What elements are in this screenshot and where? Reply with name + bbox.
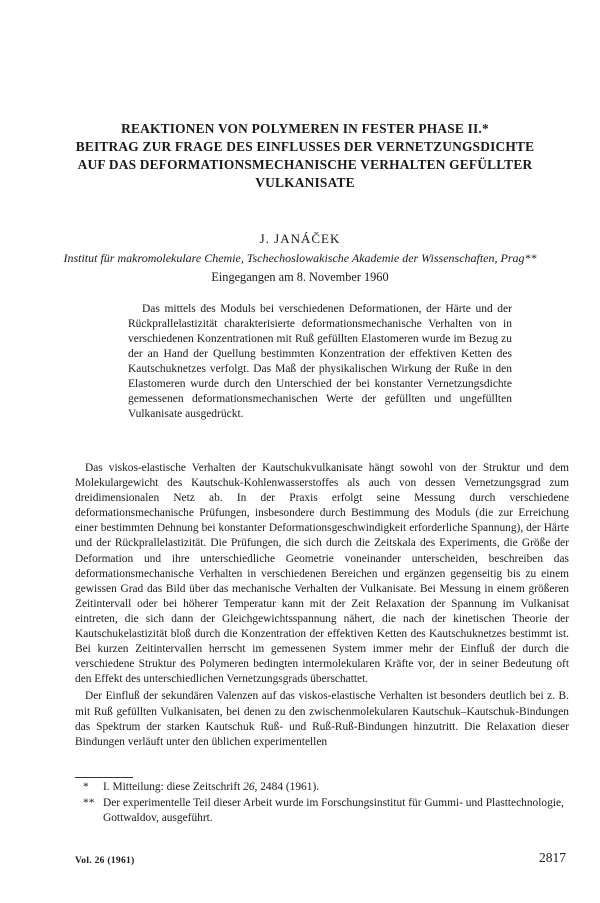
footnote-rule	[75, 777, 133, 778]
footnote-1-citation: 2484 (1961).	[257, 781, 320, 793]
page-number: 2817	[539, 850, 566, 865]
abstract	[128, 302, 512, 422]
body-text	[75, 461, 569, 752]
abstract-text: Das mittels des Moduls bei verschiedenen Deformationen, der Härte und der Rückprallelastizität charakterisierte deformationsmechanische Verhalten von in verschiedenen Konzentrationen mit Ruß gefüllten Elastomeren wurde im Bezug zu der an Hand der Quellung bestimmten Konzentration der effektiven Ketten des Kautschuknetzes verfolgt. Das Maß der physikalischen Wirkung der Ruße in den Elastomeren wurde durch den Unterschied der bei konstanter Vernetzungsdichte gemessenen deformationsmechanischen Werte der gefüllten und ungefüllten Vulkanisate ausgedrückt.	[128, 303, 512, 420]
title-line-2: BEITRAG ZUR FRAGE DES EINFLUSSES DER VERNETZUNGSDICHTE	[75, 139, 535, 154]
title-line-1: REAKTIONEN VON POLYMEREN IN FESTER PHASE II.*	[121, 121, 489, 136]
footnote-1-text: I. Mitteilung: diese Zeitschrift	[103, 781, 244, 793]
journal-folio: Vol. 26 (1961)	[75, 856, 135, 866]
paragraph-2: Der Einfluß der sekundären Valenzen auf das viskos-elastische Verhalten ist besonders deutlich bei z. B. mit Ruß gefüllten Vulkanisaten, bei denen zu den zwischenmolekularen Kautschuk–Kautschuk-Bindungen das Spektrum der starken Kautschuk Ruß- und Ruß-Ruß-Bindungen hinzutritt. Die Relaxation dieser Bindungen verläuft unter den üblichen experimentellen	[75, 690, 569, 748]
received-date: Eingegangen am 8. November 1960	[211, 270, 389, 284]
footnote-2-text: Der experimentelle Teil dieser Arbeit wurde im Forschungsinstitut für Gummi- und Plasttechnologie, Gottwaldov, ausgeführt.	[103, 796, 564, 824]
footnote-2-mark: **	[83, 796, 95, 809]
paragraph-1: Das viskos-elastische Verhalten der Kautschukvulkanisate hängt sowohl von der Struktur und dem Molekulargewicht des Kautschuk-Kohlenwasserstoffes als auch von dessen Vernetzungsgrad zum dreidimensionalen Netz ab. In der Praxis erfolgt seine Messung durch verschiedene deformationsmechanische Prüfungen, insbesondere durch Bestimmung des Moduls (die zur Erreichung einer bestimmten Dehnung bei konstanter Deformationsgeschwindigkeit erforderliche Spannung), der Härte und der Rückprallelastizität. Die Prüfungen, die sich durch die Zeitskala des Experiments, die Größe der Deformation und ihre unterschiedliche Geometrie voneinander unterscheiden, beschreiben das deformationsmechanische Verhalten in verschiedenen Bereichen und ergänzen gegenseitig bis zu einem gewissen Grad das Bild über das mechanische Verhalten der Vulkanisate. Bei Messung in einem größeren Zeitintervall oder bei höherer Temperatur kann mit der Zeit Relaxation der Spannung im Vulkanisat eintreten, die sich dann der Gleichgewichtsspannung nähert, die nach der kinetischen Theorie der Kautschukelastizität bloß durch die Konzentration der effektiven Ketten des Kautschuknetzes bestimmt ist. Bei kurzen Zeitintervallen herrscht im gemessenen System immer mehr der Einfluß der durch die verschiedene Struktur des Polymeren bedingten intermolekularen Kräfte vor, der in seiner Bedeutung oft den Effekt des unterschiedlichen Vernetzungsgrads überschattet.	[75, 462, 569, 686]
author: J. JANÁČEK	[259, 231, 341, 246]
footnotes	[75, 780, 569, 827]
title-line-4: VULKANISATE	[255, 175, 355, 190]
footnote-1-mark: *	[83, 781, 89, 793]
footnote-2	[75, 796, 569, 827]
footnote-1-volume: 26,	[243, 781, 258, 793]
affiliation: Institut für makromolekulare Chemie, Tschechoslowakische Akademie der Wissenschaften, Prag**	[63, 251, 537, 265]
title-line-3: AUF DAS DEFORMATIONSMECHANISCHE VERHALTEN GEFÜLLTER	[77, 157, 533, 172]
footnote-1	[75, 780, 569, 796]
